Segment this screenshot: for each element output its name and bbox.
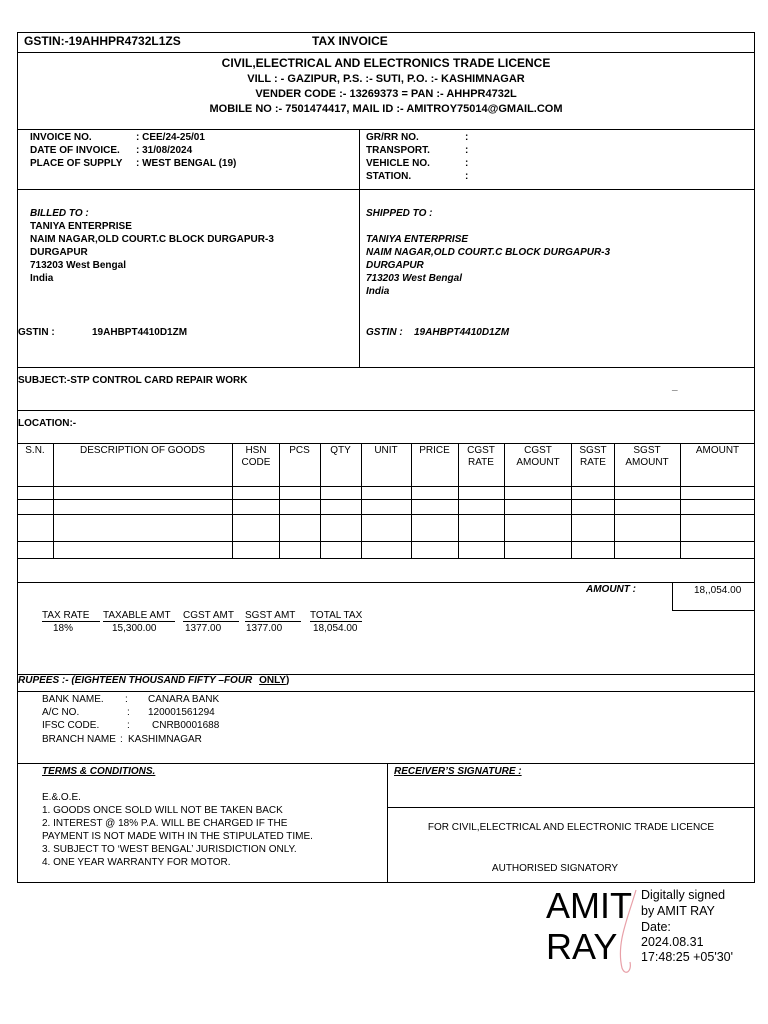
col-sgst-amount: SGST AMOUNT	[625, 445, 669, 468]
tax-header: CGST AMT	[183, 610, 234, 621]
col-unit: UNIT	[374, 445, 398, 456]
location-label: LOCATION:-	[18, 418, 77, 429]
divider	[387, 807, 755, 808]
bank-label: BRANCH NAME	[42, 734, 116, 745]
meta-label: STATION.	[366, 171, 412, 182]
tax-header: SGST AMT	[245, 610, 296, 621]
col-hsn: HSN CODE	[241, 445, 271, 468]
billed-to-heading: BILLED TO :	[30, 208, 89, 219]
bank-sep: :	[120, 734, 123, 745]
terms-line: 2. INTEREST @ 18% P.A. WILL BE CHARGED IF THE	[42, 818, 288, 829]
row-divider	[17, 514, 755, 515]
tax-value: 1377.00	[246, 623, 283, 634]
doc-title: TAX INVOICE	[312, 34, 388, 48]
tax-header: TOTAL TAX	[310, 610, 363, 621]
shipped-gstin-value: 19AHBPT4410D1ZM	[414, 327, 510, 338]
bank-sep: :	[125, 694, 128, 705]
col-sn: S.N.	[25, 445, 45, 456]
company-name: CIVIL,ELECTRICAL AND ELECTRONICS TRADE LICENCE	[221, 56, 551, 70]
billed-to-line: India	[30, 273, 54, 284]
meta-value: :	[465, 171, 469, 182]
col-price: PRICE	[419, 445, 450, 456]
amount-words-text: RUPEES :- (EIGHTEEN THOUSAND FIFTY –FOUR	[18, 675, 253, 686]
row-divider	[17, 486, 755, 487]
tax-value: 1377.00	[185, 623, 222, 634]
shipped-to-line: 713203 West Bengal	[366, 273, 462, 284]
amount-label: AMOUNT :	[586, 584, 636, 595]
receiver-signature-heading: RECEIVER’S SIGNATURE :	[394, 766, 522, 777]
tax-header: TAX RATE	[42, 610, 90, 621]
terms-heading: TERMS & CONDITIONS.	[42, 766, 156, 777]
billed-gstin-value: 19AHBPT4410D1ZM	[92, 327, 188, 338]
tax-value: 18,054.00	[313, 623, 358, 634]
col-pcs: PCS	[289, 445, 310, 456]
amount-words-only: ONLY	[259, 675, 286, 686]
meta-value: : CEE/24-25/01	[136, 132, 205, 143]
terms-line: 3. SUBJECT TO ‘WEST BENGAL’ JURISDICTION ONLY.	[42, 844, 297, 855]
divider	[17, 410, 755, 411]
company-address: VILL : - GAZIPUR, P.S. :- SUTI, P.O. :- KASHIMNAGAR	[247, 73, 525, 85]
col-cgst-amount: CGST AMOUNT	[516, 445, 560, 468]
shipped-to-line: India	[366, 286, 390, 297]
divider	[17, 691, 755, 692]
divider	[359, 129, 360, 367]
col-amount: AMOUNT	[695, 445, 740, 456]
col-description: DESCRIPTION OF GOODS	[79, 445, 205, 456]
subject-mark: _	[672, 381, 678, 392]
col-sgst-rate: SGST RATE	[579, 445, 607, 468]
billed-to-line: NAIM NAGAR,OLD COURT.C BLOCK DURGAPUR-3	[30, 234, 274, 245]
bank-value: KASHIMNAGAR	[128, 734, 202, 745]
bank-value: 120001561294	[148, 707, 215, 718]
billed-to-line: TANIYA ENTERPRISE	[30, 221, 132, 232]
meta-value: : 31/08/2024	[136, 145, 193, 156]
divider	[17, 129, 755, 130]
billed-to-line: DURGAPUR	[30, 247, 88, 258]
divider	[17, 763, 755, 764]
bank-label: BANK NAME.	[42, 694, 104, 705]
row-divider	[17, 541, 755, 542]
row-divider	[17, 582, 755, 583]
terms-line: PAYMENT IS NOT MADE WITH IN THE STIPULATED TIME.	[42, 831, 313, 842]
divider	[17, 367, 755, 368]
row-divider	[17, 499, 755, 500]
for-company-line: FOR CIVIL,ELECTRICAL AND ELECTRONIC TRADE LICENCE	[427, 822, 715, 833]
bank-sep: :	[127, 720, 130, 731]
shipped-to-heading: SHIPPED TO :	[366, 208, 433, 219]
signer-name-line2: RAY	[546, 926, 618, 967]
contact-line: MOBILE NO :- 7501474417, MAIL ID :- AMITROY75014@GMAIL.COM	[209, 103, 563, 115]
authorised-signatory: AUTHORISED SIGNATORY	[491, 863, 619, 874]
shipped-to-line: DURGAPUR	[366, 260, 424, 271]
digital-sign-line: 17:48:25 +05'30'	[641, 950, 734, 964]
meta-label: DATE OF INVOICE.	[30, 145, 120, 156]
meta-label: VEHICLE NO.	[366, 158, 430, 169]
subject-line: SUBJECT:-STP CONTROL CARD REPAIR WORK	[18, 375, 248, 386]
divider	[17, 443, 755, 444]
meta-label: TRANSPORT.	[366, 145, 430, 156]
vendor-line: VENDER CODE :- 13269373 = PAN :- AHHPR4732L	[255, 88, 517, 100]
meta-label: GR/RR NO.	[366, 132, 419, 143]
tax-value: 15,300.00	[112, 623, 157, 634]
col-qty: QTY	[330, 445, 351, 456]
amount-value: 18,,054.00	[694, 585, 742, 596]
meta-value: :	[465, 132, 469, 143]
meta-value: : WEST BENGAL (19)	[136, 158, 237, 169]
bank-label: IFSC CODE.	[42, 720, 100, 731]
bank-sep: :	[127, 707, 130, 718]
digital-sign-line: 2024.08.31	[641, 935, 704, 949]
signer-name-line1: AMIT	[546, 885, 632, 926]
divider	[17, 52, 755, 53]
divider	[17, 189, 755, 190]
bank-value: CNRB0001688	[152, 720, 220, 731]
amount-words-close: )	[285, 675, 290, 686]
digital-sign-line: Digitally signed	[641, 888, 726, 902]
amount-in-words	[18, 674, 289, 687]
digital-sign-line: by AMIT RAY	[641, 904, 715, 918]
meta-value: :	[465, 145, 469, 156]
col-cgst-rate: CGST RATE	[467, 445, 495, 468]
terms-line: 4. ONE YEAR WARRANTY FOR MOTOR.	[42, 857, 231, 868]
shipped-to-line: TANIYA ENTERPRISE	[366, 234, 469, 245]
row-divider	[17, 558, 755, 559]
terms-line: 1. GOODS ONCE SOLD WILL NOT BE TAKEN BACK	[42, 805, 283, 816]
tax-value: 18%	[53, 623, 74, 634]
tax-header: TAXABLE AMT	[103, 610, 171, 621]
terms-line: E.&.O.E.	[42, 792, 81, 803]
meta-label: PLACE OF SUPPLY	[30, 158, 123, 169]
billed-to-line: 713203 West Bengal	[30, 260, 126, 271]
shipped-to-line: NAIM NAGAR,OLD COURT.C BLOCK DURGAPUR-3	[366, 247, 611, 258]
meta-value: :	[465, 158, 469, 169]
meta-label: INVOICE NO.	[30, 132, 92, 143]
shipped-gstin-label: GSTIN :	[366, 327, 403, 338]
billed-gstin-label: GSTIN :	[18, 327, 55, 338]
bank-value: CANARA BANK	[148, 694, 220, 705]
gstin-header: GSTIN:-19AHHPR4732L1ZS	[24, 34, 181, 48]
digital-sign-line: Date:	[641, 920, 671, 934]
bank-label: A/C NO.	[42, 707, 80, 718]
